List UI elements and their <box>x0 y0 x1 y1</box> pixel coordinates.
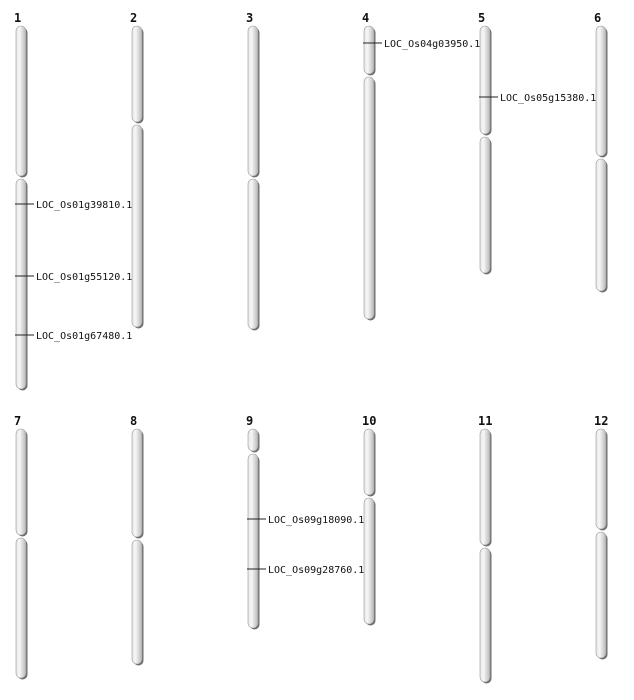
chromosome-6-q-arm <box>596 159 606 291</box>
gene-marker <box>15 331 132 342</box>
chromosome-number-1: 1 <box>14 11 22 25</box>
chromosome-5-p-arm <box>480 26 490 134</box>
chromosome-number-11: 11 <box>478 414 493 428</box>
chromosome-number-12: 12 <box>594 414 609 428</box>
chromosome-11 <box>478 414 492 684</box>
chromosome-number-6: 6 <box>594 11 602 25</box>
chromosome-number-10: 10 <box>362 414 377 428</box>
gene-marker <box>247 515 364 526</box>
chromosome-8-p-arm <box>132 429 142 537</box>
chromosome-number-3: 3 <box>246 11 254 25</box>
gene-label: LOC_Os05g15380.1 <box>500 93 597 104</box>
gene-marker <box>15 200 132 211</box>
chromosome-number-9: 9 <box>246 414 254 428</box>
gene-marker <box>15 272 132 283</box>
chromosome-7-p-arm <box>16 429 26 535</box>
chromosome-12-q-arm <box>596 532 606 658</box>
chromosome-6 <box>594 11 608 293</box>
gene-marker <box>247 565 364 576</box>
chromosome-number-4: 4 <box>362 11 370 25</box>
gene-label: LOC_Os01g39810.1 <box>36 200 133 211</box>
chromosome-number-2: 2 <box>130 11 138 25</box>
chromosome-number-5: 5 <box>478 11 486 25</box>
gene-label: LOC_Os04g03950.1 <box>384 39 481 50</box>
chromosome-number-8: 8 <box>130 414 138 428</box>
chromosome-8-q-arm <box>132 540 142 664</box>
chromosome-1-p-arm <box>16 26 26 176</box>
chromosome-2-p-arm <box>132 26 142 122</box>
chromosome-5 <box>478 11 492 275</box>
chromosome-layer <box>14 11 608 684</box>
chromosome-3 <box>246 11 260 331</box>
gene-label: LOC_Os01g55120.1 <box>36 272 133 283</box>
chromosome-10-q-arm <box>364 498 374 624</box>
chromosome-4 <box>362 11 376 321</box>
chromosome-1-q-arm <box>16 179 26 389</box>
chromosome-2-q-arm <box>132 125 142 327</box>
chromosome-4-p-arm <box>364 26 374 74</box>
chromosome-4-q-arm <box>364 77 374 319</box>
chromosome-8 <box>130 414 144 666</box>
chromosome-6-p-arm <box>596 26 606 156</box>
gene-label: LOC_Os09g18090.1 <box>268 515 365 526</box>
chromosome-12-p-arm <box>596 429 606 529</box>
gene-marker <box>479 93 596 104</box>
chromosome-5-q-arm <box>480 137 490 273</box>
chromosome-9 <box>246 414 260 630</box>
chromosome-7 <box>14 414 28 680</box>
chromosome-3-p-arm <box>248 26 258 176</box>
chromosome-9-q-arm <box>248 454 258 628</box>
gene-marker-layer <box>15 39 596 576</box>
chromosome-9-p-arm <box>248 429 258 451</box>
chromosome-3-q-arm <box>248 179 258 329</box>
chromosome-10-p-arm <box>364 429 374 495</box>
chromosome-7-q-arm <box>16 538 26 678</box>
chromosome-11-q-arm <box>480 548 490 682</box>
chromosome-1 <box>14 11 28 391</box>
gene-label: LOC_Os01g67480.1 <box>36 331 133 342</box>
chromosome-11-p-arm <box>480 429 490 545</box>
chromosome-12 <box>594 414 608 660</box>
gene-label: LOC_Os09g28760.1 <box>268 565 365 576</box>
gene-marker <box>363 39 480 50</box>
chromosome-number-7: 7 <box>14 414 22 428</box>
